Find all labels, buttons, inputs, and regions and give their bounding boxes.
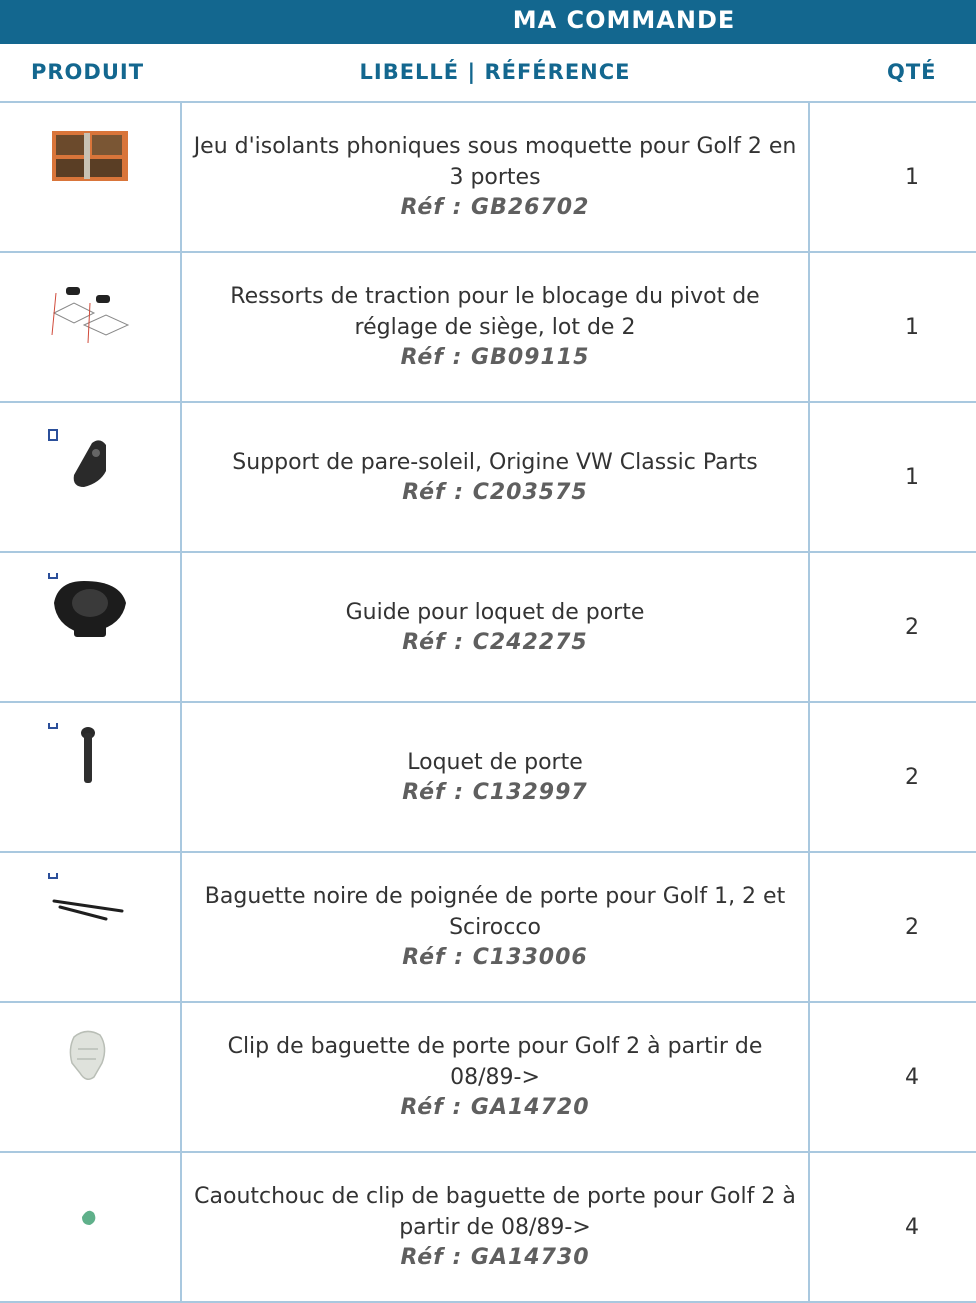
item-reference: Réf : C133006 bbox=[402, 945, 588, 970]
item-name[interactable]: Baguette noire de poignée de porte pour Golf 1, 2 et Scirocco bbox=[204, 884, 786, 940]
page-title: MA COMMANDE bbox=[512, 6, 736, 34]
item-reference: Réf : C203575 bbox=[402, 479, 588, 505]
table-row bbox=[0, 403, 976, 553]
sound-insulation-image[interactable] bbox=[44, 123, 136, 207]
table-row bbox=[0, 103, 976, 253]
item-name[interactable]: Support de pare-soleil, Origine VW Classic Parts bbox=[232, 449, 758, 475]
item-description bbox=[182, 1003, 808, 1151]
item-reference: Réf : GB26702 bbox=[400, 195, 590, 220]
item-name[interactable]: Clip de baguette de porte pour Golf 2 à partir de 08/89-> bbox=[227, 1034, 763, 1090]
item-quantity: 1 bbox=[905, 464, 919, 490]
item-reference: Réf : GA14720 bbox=[400, 1095, 590, 1120]
item-quantity: 4 bbox=[905, 1064, 919, 1090]
column-header-product: PRODUIT bbox=[31, 60, 145, 84]
column-header-quantity: QTÉ bbox=[887, 60, 937, 84]
item-quantity: 1 bbox=[905, 314, 919, 340]
table-row bbox=[0, 853, 976, 1003]
door-clip-image[interactable] bbox=[44, 1023, 136, 1107]
item-description bbox=[182, 253, 808, 401]
item-quantity: 2 bbox=[905, 614, 919, 640]
item-reference: Réf : C242275 bbox=[402, 629, 588, 655]
table-row bbox=[0, 1003, 976, 1153]
door-lock-pin-image[interactable] bbox=[44, 723, 136, 807]
item-name[interactable]: Ressorts de traction pour le blocage du pivot de réglage de siège, lot de 2 bbox=[230, 284, 760, 340]
table-row bbox=[0, 253, 976, 403]
item-description bbox=[182, 403, 808, 551]
item-description bbox=[182, 703, 808, 851]
door-lock-guide-image[interactable] bbox=[44, 573, 136, 657]
item-description bbox=[182, 553, 808, 701]
table-header bbox=[0, 44, 976, 103]
item-quantity: 2 bbox=[905, 764, 919, 790]
item-description bbox=[182, 1153, 808, 1301]
springs-diagram-image[interactable] bbox=[44, 273, 136, 357]
rubber-clip-image[interactable] bbox=[44, 1173, 136, 1257]
order-header-bar bbox=[0, 0, 976, 44]
item-name[interactable]: Guide pour loquet de porte bbox=[345, 599, 645, 625]
item-reference: Réf : C132997 bbox=[402, 779, 588, 805]
handle-strip-image[interactable] bbox=[44, 873, 136, 957]
item-reference: Réf : GB09115 bbox=[400, 345, 590, 370]
table-row bbox=[0, 703, 976, 853]
item-name[interactable]: Loquet de porte bbox=[407, 749, 583, 775]
table-row bbox=[0, 1153, 976, 1303]
item-description bbox=[182, 103, 808, 251]
item-description bbox=[182, 853, 808, 1001]
column-header-label: LIBELLÉ | RÉFÉRENCE bbox=[359, 60, 631, 84]
item-quantity: 2 bbox=[905, 914, 919, 940]
order-table bbox=[0, 103, 976, 1303]
item-quantity: 4 bbox=[905, 1214, 919, 1240]
sun-visor-support-image[interactable] bbox=[44, 423, 136, 507]
item-quantity: 1 bbox=[905, 164, 919, 190]
item-name[interactable]: Jeu d'isolants phoniques sous moquette pour Golf 2 en 3 portes bbox=[193, 134, 797, 190]
item-reference: Réf : GA14730 bbox=[400, 1245, 590, 1270]
table-row bbox=[0, 553, 976, 703]
item-name[interactable]: Caoutchouc de clip de baguette de porte pour Golf 2 à partir de 08/89-> bbox=[194, 1184, 796, 1240]
